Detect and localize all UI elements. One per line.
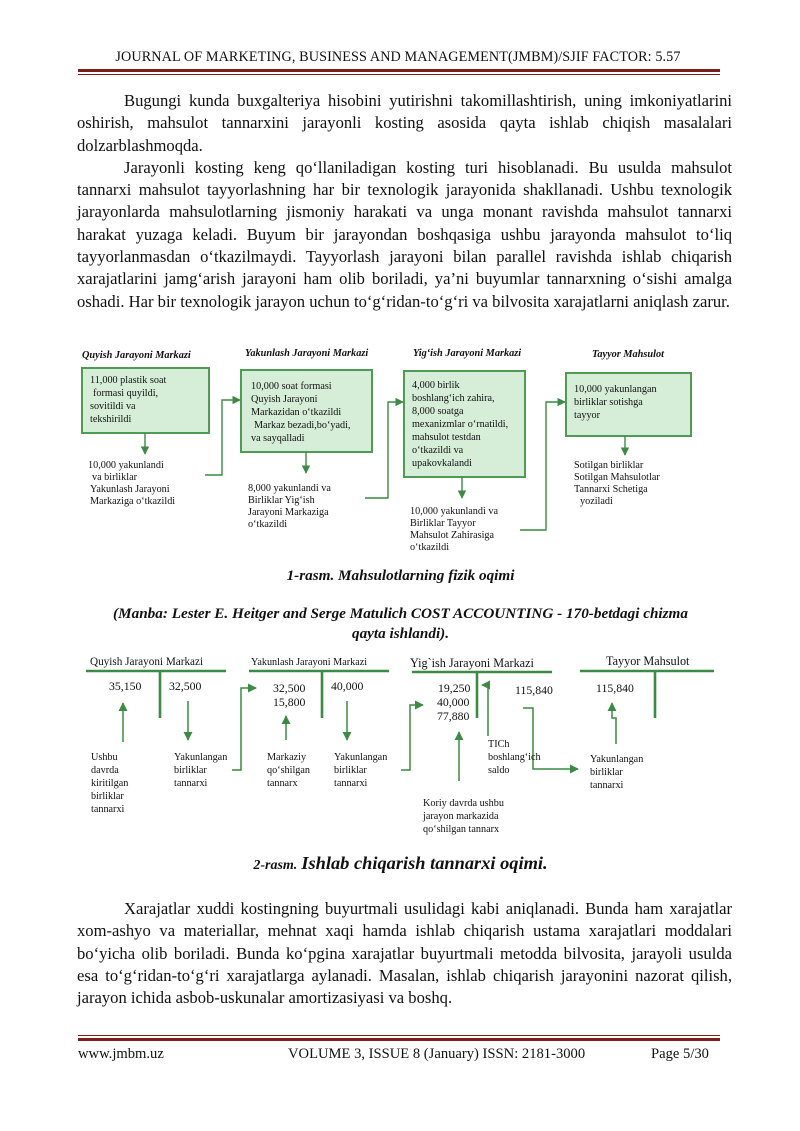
fig1-note4-line1: Sotilgan birliklar xyxy=(574,460,644,471)
fig1-box4-line2: birliklar sotishga xyxy=(574,397,643,408)
fig1-box4-line3: tayyor xyxy=(574,410,601,421)
fig2-title-yakunlash: Yakunlash Jarayoni Markazi xyxy=(251,657,368,668)
fig1-box3-line5: mahsulot testdan xyxy=(412,432,481,443)
fig1-note3-line2: Birliklar Tayyor xyxy=(410,518,476,529)
footer-volume-issn: VOLUME 3, ISSUE 8 (January) ISSN: 2181-3000 xyxy=(288,1046,586,1062)
fig2-connector-2-3 xyxy=(401,705,423,770)
fig2-note2-line1: Yakunlangan xyxy=(174,752,228,763)
header-rule-thin xyxy=(78,74,720,75)
fig1-box3-line4: mexanizmlar o‘rnatildi, xyxy=(412,419,509,430)
fig1-box4-line1: 10,000 yakunlangan xyxy=(574,384,657,395)
fig2-yigish-debit-2: 40,000 xyxy=(437,695,470,709)
fig1-note1-line2: va birliklar xyxy=(92,472,137,483)
fig2-note3-line3: tannarx xyxy=(267,778,298,789)
fig2-note1-line5: tannarxi xyxy=(91,804,125,815)
fig2-note5-line1: TICh xyxy=(488,739,510,750)
footer-website: www.jmbm.uz xyxy=(78,1046,164,1062)
fig1-box3-line6: o‘tkazildi va xyxy=(412,445,464,456)
footer-page-number: Page 5/30 xyxy=(651,1046,709,1062)
header-rule-thick xyxy=(78,69,720,72)
fig2-arrow-up-4 xyxy=(612,703,616,744)
fig1-note1-line3: Yakunlash Jarayoni xyxy=(90,484,170,495)
fig2-note5-line2: boshlang‘ich xyxy=(488,752,541,763)
fig1-box1-line2: formasi quyildi, xyxy=(93,388,159,399)
fig2-note2-line2: birliklar xyxy=(174,765,207,776)
fig1-note2-line4: o‘tkazildi xyxy=(248,519,288,530)
fig2-note4-line1: Yakunlangan xyxy=(334,752,388,763)
fig1-box3-line1: 4,000 birlik xyxy=(412,380,460,391)
fig2-title-yigish: Yig`ish Jarayoni Markazi xyxy=(410,656,534,670)
figure-2-caption-title: Ishlab chiqarish tannarxi oqimi. xyxy=(301,853,548,873)
fig2-yigish-debit-3: 77,880 xyxy=(437,709,470,723)
fig1-note3-line4: o‘tkazildi xyxy=(410,542,450,553)
fig2-connector-saldo xyxy=(482,685,488,736)
fig1-box3-line2: boshlang‘ich zahira, xyxy=(412,393,495,404)
intro-text xyxy=(77,90,732,313)
fig2-quyish-debit: 35,150 xyxy=(109,679,142,693)
fig1-box1-line4: tekshirildi xyxy=(90,414,132,425)
figure-2-diagram xyxy=(0,648,800,843)
fig1-title-yakunlash: Yakunlash Jarayoni Markazi xyxy=(245,348,369,359)
fig2-tayyor-debit: 115,840 xyxy=(596,681,634,695)
paragraph-2: Jarayonli kosting keng qo‘llaniladigan kosting turi hisoblanadi. Bu usulda mahsulot tannarxi mahsulot tayyorlashning har bir texnologik jarayonida shakllanadi. Ushbu texnologik jarayonlarda mahsulotlarning jismoniy harakati va unga monant ravishda mahsulot tannarxi harakat yuzaga keladi. Buyum bir jarayondan boshqasiga ushbu jarayonda mahsulot to‘liq tayyorlanmasdan o‘tkazilmaydi. Tayyorlash jarayoni bilan parallel ravishda ishlab chiqarish xarajatlarini jamg‘arish jarayoni ham olib boriladi, ya’ni buyumlar tannarxning o‘sishi amalga oshadi. Har bir texnologik jarayon uchun to‘g‘ridan-to‘g‘ri va bilvosita xarajatlarni aniqlash zarur. xyxy=(77,157,732,311)
fig1-note4-line3: Tannarxi Schetiga xyxy=(574,484,648,495)
fig2-note1-line3: kiritilgan xyxy=(91,778,129,789)
fig1-title-quyish: Quyish Jarayoni Markazi xyxy=(82,350,191,361)
fig1-title-tayyor: Tayyor Mahsulot xyxy=(592,349,664,360)
fig2-note3-line1: Markaziy xyxy=(267,752,307,763)
fig1-title-yigish: Yig‘ish Jarayoni Markazi xyxy=(413,348,522,359)
fig2-note4-line3: tannarxi xyxy=(334,778,368,789)
fig2-quyish-credit: 32,500 xyxy=(169,679,202,693)
paragraph-1: Bugungi kunda buxgalteriya hisobini yutirishni takomillashtirish, uning imkoniyatlarini oshirish, mahsulot tannarxini jarayonli kosting asosida qayta ishlab chiqish masalalari dolzarblashmoqda. xyxy=(77,91,732,155)
figure-1-caption: 1-rasm. Mahsulotlarning fizik oqimi xyxy=(286,567,515,584)
figure-1-source-line2: qayta ishlandi). xyxy=(351,625,450,642)
fig2-note1-line1: Ushbu xyxy=(91,752,118,763)
fig1-connector-1-2 xyxy=(205,400,240,475)
figure-1-source-line1: (Manba: Lester E. Heitger and Serge Matulich COST ACCOUNTING - 170-betdagi chizma xyxy=(113,605,688,622)
fig1-note2-line3: Jarayoni Markaziga xyxy=(248,507,329,518)
fig2-yakunlash-credit: 40,000 xyxy=(331,679,364,693)
fig2-note6-line3: qo‘shilgan tannarx xyxy=(423,824,500,835)
fig1-note4-line2: Sotilgan Mahsulotlar xyxy=(574,472,660,483)
figure-1-diagram xyxy=(0,340,800,562)
fig2-yakunlash-debit-1: 32,500 xyxy=(273,681,306,695)
fig1-note1-line4: Markaziga o‘tkazildi xyxy=(90,496,176,507)
fig1-box1-line3: sovitildi va xyxy=(90,401,136,412)
fig1-connector-3-4 xyxy=(520,402,565,530)
fig1-box2-line1: 10,000 soat formasi xyxy=(251,381,332,392)
figure-2-caption-number: 2-rasm. xyxy=(253,858,298,873)
fig1-box1-line1: 11,000 plastik soat xyxy=(90,375,167,386)
fig1-box2-line4: Markaz bezadi,bo‘yadi, xyxy=(254,420,351,431)
fig1-box2-line2: Quyish Jarayoni xyxy=(251,394,318,405)
fig1-box3-line7: upakovkalandi xyxy=(412,458,472,469)
fig2-title-quyish: Quyish Jarayoni Markazi xyxy=(90,656,204,668)
fig1-box2-line5: va sayqalladi xyxy=(251,433,305,444)
fig2-title-tayyor: Tayyor Mahsulot xyxy=(606,654,690,668)
fig2-note5-line3: saldo xyxy=(488,765,510,776)
fig2-note7-line3: tannarxi xyxy=(590,780,624,791)
fig1-note1-line1: 10,000 yakunlandi xyxy=(88,460,164,471)
fig2-note7-line1: Yakunlangan xyxy=(590,754,644,765)
fig1-note4-line4: yoziladi xyxy=(580,496,613,507)
fig1-note3-line3: Mahsulot Zahirasiga xyxy=(410,530,495,541)
fig2-note4-line2: birliklar xyxy=(334,765,367,776)
fig2-note6-line2: jarayon markazida xyxy=(423,811,499,822)
paragraph-3: Xarajatlar xuddi kostingning buyurtmali usulidagi kabi aniqlanadi. Bunda ham xarajatlar xom-ashyo va materiallar, mehnat xaqi hamda ishlab chiqarish ustama xarajatlari moddalari bo‘yicha olib boriladi. Bunda ko‘pgina xarajatlar buyurtmali metodda bilvosita, jarayoli usulda esa to‘g‘ridan-to‘g‘ri xarajatlarga aylanadi. Masalan, ishlab chiqarish jarayonini nazorat qilish, jarayon ichida asbob-uskunalar amortizasiyasi va boshq. xyxy=(77,899,732,1008)
journal-header: JOURNAL OF MARKETING, BUSINESS AND MANAGEMENT(JMBM)/SJIF FACTOR: 5.57 xyxy=(115,49,681,65)
footer-rule-thin xyxy=(78,1035,720,1036)
fig1-box3-line3: 8,000 soatga xyxy=(412,406,464,417)
fig2-note7-line2: birliklar xyxy=(590,767,623,778)
fig1-note2-line1: 8,000 yakunlandi va xyxy=(248,483,331,494)
fig2-note6-line1: Koriy davrda ushbu xyxy=(423,798,504,809)
fig2-note1-line4: birliklar xyxy=(91,791,124,802)
figure-2-caption xyxy=(78,853,723,874)
fig2-yigish-credit: 115,840 xyxy=(515,683,553,697)
footer-rule-thick xyxy=(78,1038,720,1041)
fig1-note2-line2: Birliklar Yig‘ish xyxy=(248,495,315,506)
fig2-note1-line2: davrda xyxy=(91,765,119,776)
fig1-box2-line3: Markazidan o‘tkazildi xyxy=(251,407,342,418)
fig1-note3-line1: 10,000 yakunlandi va xyxy=(410,506,498,517)
fig2-note3-line2: qo‘shilgan xyxy=(267,765,311,776)
fig2-note2-line3: tannarxi xyxy=(174,778,208,789)
closing-text xyxy=(77,898,732,1009)
fig2-yakunlash-debit-2: 15,800 xyxy=(273,695,306,709)
fig2-connector-1-2 xyxy=(232,688,256,770)
fig2-yigish-debit-1: 19,250 xyxy=(438,681,471,695)
